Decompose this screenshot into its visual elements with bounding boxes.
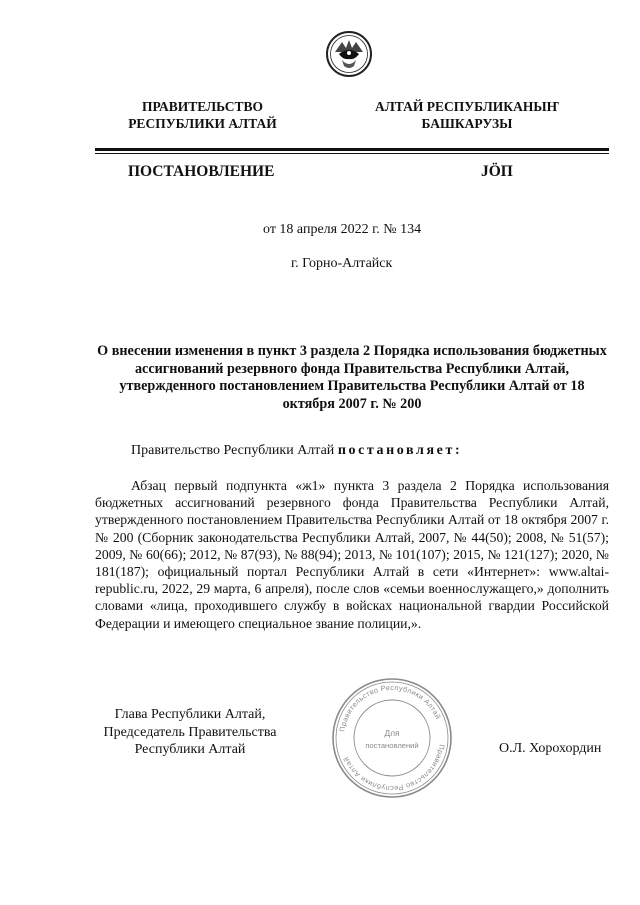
header-left-line2: РЕСПУБЛИКИ АЛТАЙ <box>128 116 277 131</box>
date-number-line: от 18 апреля 2022 г. № 134 <box>263 222 422 237</box>
stamp-ring-text-repeat: Правительство Республики Алтай <box>341 743 447 794</box>
body-paragraph-block <box>95 477 609 632</box>
header-right-line2: БАШКАРУЗЫ <box>421 116 513 131</box>
stamp-ring-text: Правительство Республики Алтай <box>337 682 443 733</box>
header-right <box>372 98 562 132</box>
signatory-name: О.Л. Хорохордин <box>499 741 602 756</box>
stamp-center-line1: Для <box>384 728 400 738</box>
header-left-line1: ПРАВИТЕЛЬСТВО <box>141 99 263 114</box>
doc-type-russian: ПОСТАНОВЛЕНИЕ <box>128 163 275 180</box>
signatory-position <box>90 706 290 759</box>
decree-line <box>131 443 462 459</box>
header-divider-thick <box>95 148 609 151</box>
stamp-center-line2: постановлений <box>365 741 419 750</box>
header-right-line1: АЛТАЙ РЕСПУБЛИКАНЫҤ <box>374 99 560 114</box>
doc-type-altai: JÖП <box>481 163 513 180</box>
body-paragraph: Абзац первый подпункта «ж1» пункта 3 раздела 2 Порядка использования бюджетных ассигнований резервного фонда Правительства Республики Алтай, утвержденного постановлением Правительства Республики Алтай от 18 октября 2007 г. № 200 (Сборник законодательства Республики Алтай, 2007, № 44(50); 2008, № 51(57); 2009, № 60(66); 2012, № 87(93), № 88(94); 2013, № 101(107); 2015, № 121(127); 2020, № 181(187); официальный портал Республики Алтай в сети «Интернет»: www.altai-republic.ru, 2022, 29 марта, 6 апреля), после слов «семьи военнослужащего,» дополнить словами «лица, проходившего службу в войсках национальной гвардии Российской Федерации и имеющего специальное звание полиции,». <box>95 478 609 631</box>
decree-prefix: Правительство Республики Алтай <box>131 443 338 458</box>
signatory-position-line3: Республики Алтай <box>134 742 246 757</box>
header-divider-thin <box>95 153 609 154</box>
city-line: г. Горно-Алтайск <box>291 256 393 271</box>
signatory-position-line2: Председатель Правительства <box>103 724 277 740</box>
decree-verb: постановляет: <box>337 443 463 458</box>
signatory-position-line1: Глава Республики Алтай, <box>114 707 266 722</box>
header-left <box>95 98 310 132</box>
document-title: О внесении изменения в пункт 3 раздела 2 Порядка использования бюджетных ассигнований резервного фонда Правительства Республики Алтай, утвержденного постановлением Правительства Республики Алтай от 18 октября 2007 г. № 200 <box>97 343 607 412</box>
official-seal-stamp <box>330 676 454 800</box>
coat-of-arms-icon <box>325 30 373 78</box>
